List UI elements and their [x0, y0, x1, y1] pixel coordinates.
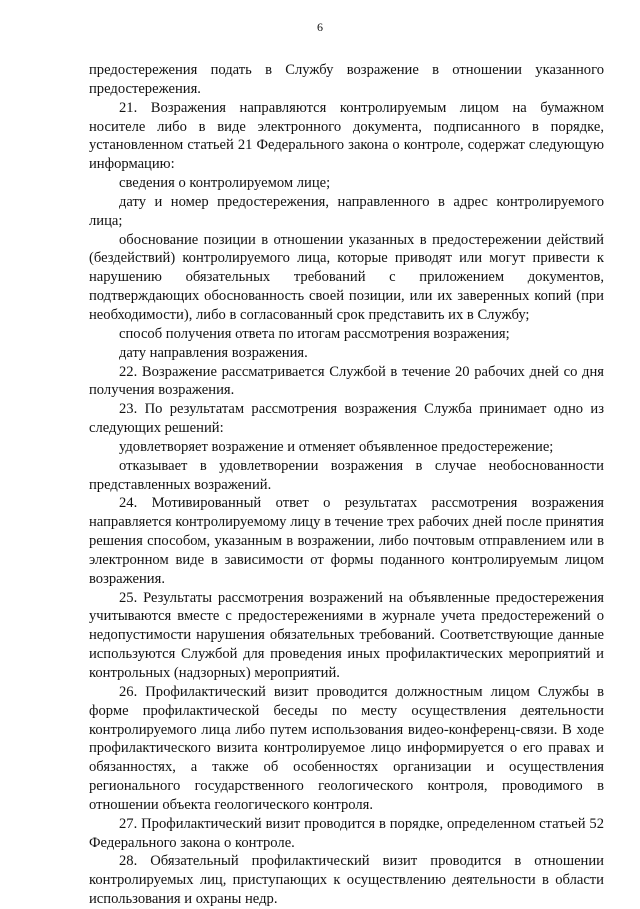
paragraph-23: 23. По результатам рассмотрения возражения Служба принимает одно из следующих решений: — [89, 401, 604, 437]
list-item-date-and-number: дату и номер предостережения, направленного в адрес контролируемого лица; — [89, 193, 604, 229]
paragraph-24: 24. Мотивированный ответ о результатах рассмотрения возражения направляется контролируемому лицу в течение трех рабочих дней после принятия решения способом, указанным в возражении, либо почтовым отправлением или в электронном виде в зависимости от формы поданного контролируемым лицом возражения. — [89, 495, 604, 587]
paragraph-27: 27. Профилактический визит проводится в порядке, определенном статьей 52 Федерального закона о контроле. — [89, 815, 604, 851]
list-item-refuse-objection: отказывает в удовлетворении возражения в случае необоснованности представленных возражений. — [89, 457, 604, 493]
paragraph-21: 21. Возражения направляются контролируемым лицом на бумажном носителе либо в виде электронного документа, подписанного в порядке, установленном статьей 21 Федерального закона о контроле, содержат следующую информацию: — [89, 99, 604, 173]
paragraph-25: 25. Результаты рассмотрения возражений на объявленные предостережения учитываются вместе с предостережениями в журнале учета предостережений о недопустимости нарушения обязательных требований. Соответствующие данные используются Службой для проведения иных профилактических мероприятий и контрольных (надзорных) мероприятий. — [89, 589, 604, 681]
paragraph-22: 22. Возражение рассматривается Службой в течение 20 рабочих дней со дня получения возражения. — [89, 363, 604, 399]
list-item-response-method: способ получения ответа по итогам рассмотрения возражения; — [119, 325, 510, 342]
list-item-info-about-person: сведения о контролируемом лице; — [119, 175, 331, 192]
paragraph-26: 26. Профилактический визит проводится должностным лицом Службы в форме профилактической беседы по месту осуществления деятельности контролируемого лица либо путем использования видео-конференц-связи. В ходе профилактического визита контролируемое лицо информируется о его правах и обязанностях, а также об особенностях организации и осуществления регионального государственного геологического контроля, проводимого в отношении объекта геологического контроля. — [89, 683, 604, 813]
paragraph-continuation: предостережения подать в Службу возражение в отношении указанного предостережения. — [89, 62, 604, 97]
list-item-justification: обоснование позиции в отношении указанных в предостережении действий (бездействий) контролируемого лица, которые приводят или могут привести к нарушению обязательных требований с приложением документов, подтверждающих обоснованность своей позиции, или их заверенных копий (при необходимости), либо в согласованный срок представить их в Службу; — [89, 231, 604, 323]
document-body — [89, 61, 604, 909]
page-number: 6 — [317, 20, 323, 34]
paragraph-28: 28. Обязательный профилактический визит проводится в отношении контролируемых лиц, приступающих к осуществлению деятельности в области использования и охраны недр. — [89, 853, 604, 908]
list-item-satisfy-objection: удовлетворяет возражение и отменяет объявленное предостережение; — [119, 438, 554, 455]
list-item-objection-date: дату направления возражения. — [119, 344, 308, 361]
